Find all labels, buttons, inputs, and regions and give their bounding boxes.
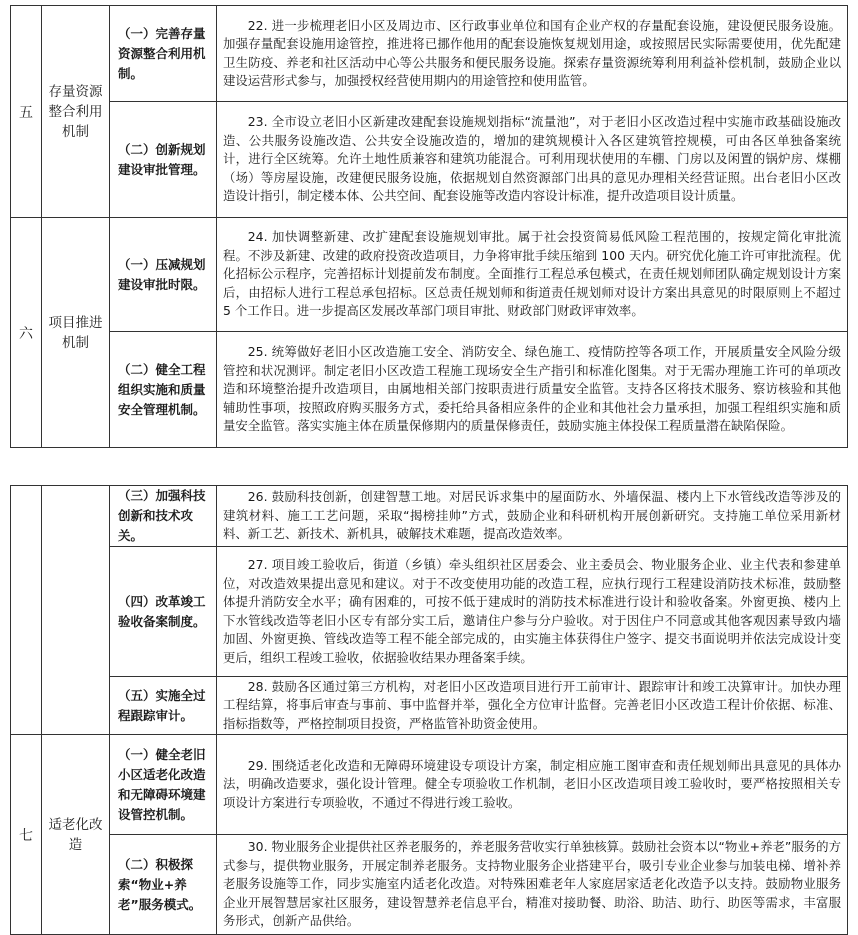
sub-item-title: （二）积极探索“物业+养老”服务模式。 (110, 835, 217, 935)
section-number (11, 486, 42, 735)
sub-item-title: （一）健全老旧小区适老化改造和无障碍环境建设管控机制。 (110, 735, 217, 835)
sub-item-title: （三）加强科技创新和技术攻关。 (110, 486, 217, 547)
section-category: 存量资源整合利用机制 (42, 6, 110, 218)
table-row (11, 835, 848, 935)
policy-table-part-1 (10, 5, 848, 448)
section-category: 项目推进机制 (42, 218, 110, 448)
policy-table-part-2 (10, 485, 848, 935)
measure-text: 30. 物业服务企业提供社区养老服务的，养老服务营收实行单独核算。鼓励社会资本以“物业+养老”服务的方式参与，提供物业服务，开展定制养老服务。支持物业服务企业搭建平台，吸引专业企业参与加装电梯、增补养老服务设施等工作，同步实施室内适老化改造。对特殊困难老年人家庭居家适老化改造予以支持。鼓励物业服务企业开展智慧居家社区服务，建设智慧养老信息平台，精准对接助餐、助浴、助洁、助行、助医等需求，丰富服务形式，创新产品供给。 (217, 835, 848, 935)
section-number: 五 (11, 6, 42, 218)
section-category (42, 486, 110, 735)
table-row (11, 218, 848, 332)
table-row (11, 332, 848, 448)
section-category: 适老化改造 (42, 735, 110, 935)
measure-text: 22. 进一步梳理老旧小区及周边市、区行政事业单位和国有企业产权的存量配套设施，建设便民服务设施。加强存量配套设施用途管控，推进将已挪作他用的配套设施恢复规划用途，或按照居民实际需要使用，优先配建卫生防疫、养老和社区活动中心等公共服务和便民服务设施。探索存量资源统筹利用利益补偿机制，鼓励企业以建设运营形式参与，加强授权经营使用期内的用途管控和使用监管。 (217, 6, 848, 102)
sub-item-title: （二）创新规划建设审批管理。 (110, 102, 217, 218)
table-row (11, 547, 848, 677)
sub-item-title: （四）改革竣工验收备案制度。 (110, 547, 217, 677)
table-row (11, 102, 848, 218)
table-row (11, 486, 848, 547)
section-number: 六 (11, 218, 42, 448)
measure-text: 24. 加快调整新建、改扩建配套设施规划审批。属于社会投资简易低风险工程范围的，按规定简化审批流程。不涉及新建、改建的政府投资改造项目，力争将审批手续压缩到 100 天内。研究优化施工许可审批流程。优化招标公示程序，完善招标计划提前发布制度。全面推行工程总承包模式，在责任规划师团队确定规划设计方案后，由招标人进行工程总承包招标。区总责任规划师和街道责任规划师对设计方案出具意见的时限原则上不超过 5 个工作日。进一步提高区发展改革部门项目审批、财政部门财政评审效率。 (217, 218, 848, 332)
section-number: 七 (11, 735, 42, 935)
sub-item-title: （一）压减规划建设审批时限。 (110, 218, 217, 332)
table-row (11, 6, 848, 102)
measure-text: 28. 鼓励各区通过第三方机构，对老旧小区改造项目进行开工前审计、跟踪审计和竣工决算审计。加快办理工程结算，将事后审查与事前、事中监督并举，强化全方位审计监督。完善老旧小区改造工程计价依据、标准、指标指数等，严格控制项目投资，严格监管补助资金使用。 (217, 677, 848, 735)
table-row (11, 735, 848, 835)
page-break-gap (10, 448, 848, 484)
measure-text: 29. 围绕适老化改造和无障碍环境建设专项设计方案，制定相应施工图审查和责任规划师出具意见的具体办法，明确改造要求，强化设计管理。健全专项验收工作机制，老旧小区改造项目竣工验收时，要严格按照相关专项设计方案进行专项验收，不通过不得进行竣工验收。 (217, 735, 848, 835)
sub-item-title: （一）完善存量资源整合利用机制。 (110, 6, 217, 102)
measure-text: 23. 全市设立老旧小区新建改建配套设施规划指标“流量池”，对于老旧小区改造过程中实施市政基础设施改造、公共服务设施改造、公共安全设施改造的，增加的建筑规模计入各区建筑管控规模，可由各区单独备案统计，进行全区统筹。允许土地性质兼容和建筑功能混合。可利用现状使用的车棚、门房以及闲置的锅炉房、煤棚（场）等房屋设施，改建便民服务设施，依据规划自然资源部门出具的意见办理相关经营证照。出台老旧小区改造设计指引，制定楼本体、公共空间、配套设施等改造内容设计标准，提升改造项目设计质量。 (217, 102, 848, 218)
sub-item-title: （二）健全工程组织实施和质量安全管理机制。 (110, 332, 217, 448)
measure-text: 26. 鼓励科技创新，创建智慧工地。对居民诉求集中的屋面防水、外墙保温、楼内上下水管线改造等涉及的建筑材料、施工工艺问题，采取“揭榜挂帅”方式，鼓励企业和科研机构开展创新研究。支持施工单位采用新材料、新工艺、新技术、新机具，破解技术难题，提高改造效率。 (217, 486, 848, 547)
table-row (11, 677, 848, 735)
sub-item-title: （五）实施全过程跟踪审计。 (110, 677, 217, 735)
measure-text: 25. 统筹做好老旧小区改造施工安全、消防安全、绿色施工、疫情防控等各项工作，开展质量安全风险分级管控和状况测评。制定老旧小区改造工程施工现场安全生产指引和标准化图集。对于无需办理施工许可的单项改造和环境整治提升改造项目，由属地相关部门按职责进行质量安全监管。支持各区将技术服务、察访核验和其他辅助性事项，按照政府购买服务方式，委托给具备相应条件的企业和其他社会力量承担，加强工程组织实施和质量安全监管。落实实施主体在质量保修期内的质量保修责任，鼓励实施主体投保工程质量潜在缺陷保险。 (217, 332, 848, 448)
measure-text: 27. 项目竣工验收后，街道（乡镇）牵头组织社区居委会、业主委员会、物业服务企业、业主代表和参建单位，对改造效果提出意见和建议。对于不改变使用功能的改造工程，应执行现行工程建设消防技术标准，鼓励整体提升消防安全水平；确有困难的，可按不低于建成时的消防技术标准进行设计和验收备案。外窗更换、楼内上下水管线改造等老旧小区专有部分实工后，邀请住户参与分户验收。对于因住户不同意或其他客观因素导致内墙加固、外窗更换、管线改造等工程不能全部完成的，由实施主体获得住户签字、提交书面说明并依法完成设计变更后，组织工程竣工验收，依据验收结果办理备案手续。 (217, 547, 848, 677)
